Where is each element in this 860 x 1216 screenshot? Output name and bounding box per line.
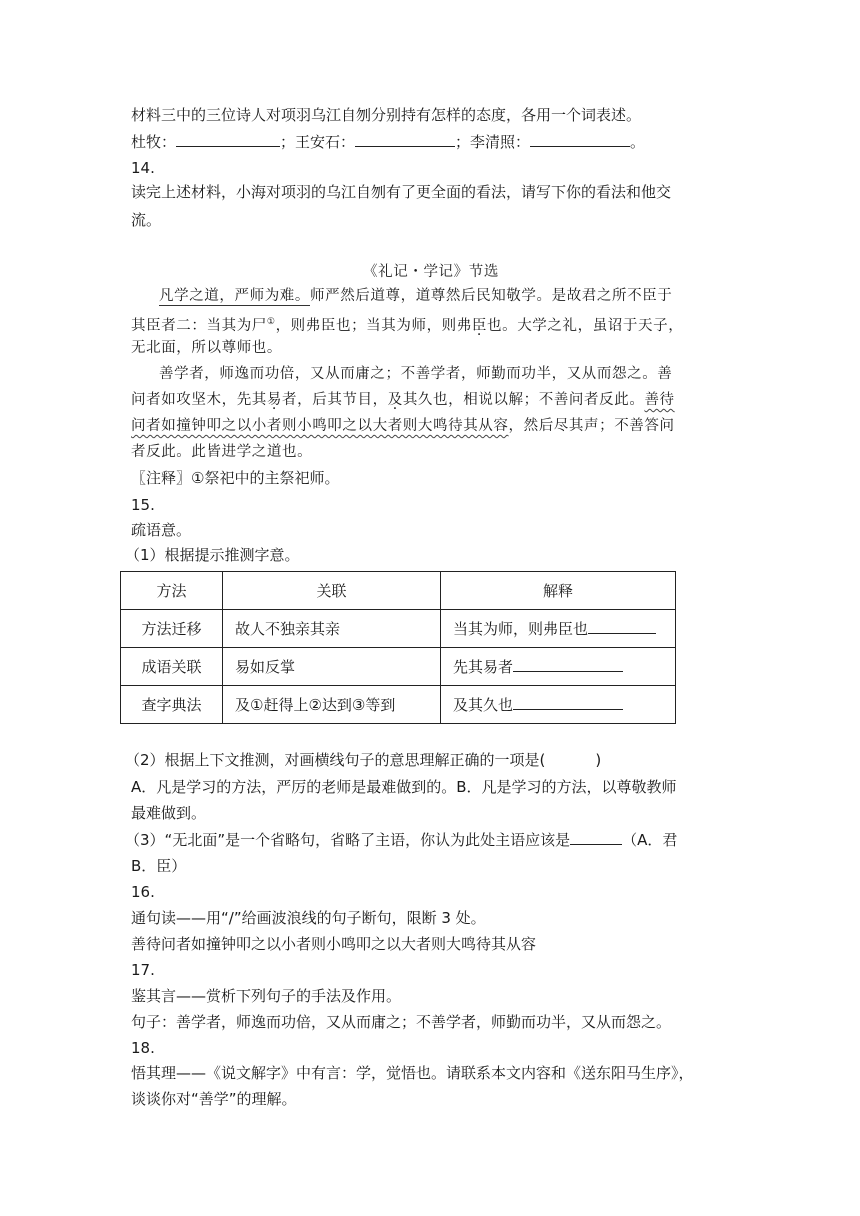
explain-text: 先其易者 (453, 658, 514, 676)
q13-prompt: 材料三中的三位诗人对项羽乌江自刎分别持有怎样的态度，各用一个词表述。 (131, 106, 642, 124)
explain-text: 及其久也 (453, 696, 514, 714)
q15-sub2 (125, 750, 601, 770)
q16-prompt: 通句读——用“/”给画波浪线的句子断句，限断 3 处。 (131, 909, 486, 927)
poet3-label: ；李清照： (455, 133, 531, 151)
passage-title: 《礼记・学记》节选 (363, 264, 499, 280)
p2-text: ，然后尽其声；不善答问 (508, 418, 675, 434)
answer-blank-ji[interactable] (513, 695, 623, 710)
sub3-text: （3）“无北面”是一个省略句，省略了主语，你认为此处主语应该是 (125, 831, 571, 849)
q18-line2: 谈谈你对“善学”的理解。 (131, 1090, 297, 1108)
p1-text: 也。大学之礼，虽诏于天子， (487, 317, 684, 334)
note-mark: ① (266, 317, 276, 327)
q15-intro: 疏语意。 (131, 521, 192, 539)
passage-p1-line2 (131, 312, 683, 336)
p2-text: 者，后其节目， (282, 392, 388, 408)
cell-method: 方法迁移 (121, 610, 223, 648)
q18-number: 18. (131, 1039, 155, 1057)
wavy-sentence: 问者如撞钟叩之以小者则小鸣叩之以大者则大鸣待其从容 (131, 418, 509, 434)
q18-line1: 悟其理——《说文解字》中有言：学，觉悟也。请联系本文内容和《送东阳马生序》， (131, 1064, 694, 1082)
p1-text: ，则弗臣也；当其为师，则弗 (275, 317, 472, 334)
cell-explain (441, 648, 676, 686)
answer-blank-subject[interactable] (570, 830, 622, 845)
cell-explain (441, 686, 676, 724)
answer-blank-yi[interactable] (513, 657, 623, 672)
q14-number: 14. (131, 159, 155, 177)
dotted-char-yi: 易 (266, 392, 283, 408)
cell-method: 查字典法 (121, 686, 223, 724)
explain-text: 当其为师，则弗臣也 (453, 620, 589, 638)
table-header-row (121, 572, 676, 610)
p1-text: 其臣者二：当其为尸 (131, 317, 267, 334)
q15-sub3-line2: B．臣） (131, 857, 187, 875)
passage-p2-line1: 善学者，师逸而功倍，又从而庸之；不善学者，师勤而功半，又从而怨之。善 (159, 366, 673, 382)
cell-link: 易如反掌 (223, 648, 441, 686)
passage-p1-line1 (159, 286, 672, 306)
q14-line1: 读完上述材料，小海对项羽的乌江自刎有了更全面的看法，请写下你的看法和他交 (131, 183, 672, 201)
p2-text: 其久也，相说以解；不善问者反此。 (402, 392, 645, 408)
sub3-options: （A．君 (622, 831, 678, 849)
cell-method: 成语关联 (121, 648, 223, 686)
dotted-char-chen: 臣 (471, 317, 487, 334)
passage-note: 〖注释〗①祭祀中的主祭祀师。 (131, 469, 340, 487)
q17-sentence: 句子：善学者，师逸而功倍，又从而庸之；不善学者，师勤而功半，又从而怨之。 (131, 1013, 672, 1031)
q16-number: 16. (131, 883, 155, 901)
q16-sentence: 善待问者如撞钟叩之以小者则小鸣叩之以大者则大鸣待其从容 (131, 935, 537, 953)
end-punct: 。 (630, 133, 646, 151)
cell-link: 及①赶得上②达到③等到 (223, 686, 441, 724)
header-explain: 解释 (441, 572, 676, 610)
answer-blank-dumu[interactable] (176, 132, 280, 147)
poet2-label: ；王安石： (280, 133, 356, 151)
wavy-sentence-start: 善待 (644, 392, 675, 408)
answer-blank-liqingzhao[interactable] (530, 132, 630, 147)
answer-blank-wanganshi[interactable] (355, 132, 455, 147)
p1-text: 师严然后道尊，道尊然后民知敬学。是故君之所不臣于 (310, 288, 673, 304)
passage-p2-line4: 者反此。此皆进学之道也。 (131, 444, 313, 460)
poet1-label: 杜牧： (131, 133, 177, 151)
q15-sub1: （1）根据提示推测字意。 (125, 546, 300, 564)
inference-table (120, 571, 676, 724)
table-row (121, 648, 676, 686)
sub2-text: （2）根据上下文推测，对画横线句子的意思理解正确的一项是( (125, 751, 546, 769)
q15-options-line1: A．凡是学习的方法，严厉的老师是最难做到的。B．凡是学习的方法，以尊敬教师 (131, 778, 677, 796)
q14-line2: 流。 (131, 211, 162, 229)
cell-explain (441, 610, 676, 648)
passage-p1-line3: 无北面，所以尊师也。 (131, 340, 282, 356)
passage-p2-line2 (131, 390, 675, 410)
header-link: 关联 (223, 572, 441, 610)
q15-number: 15. (131, 496, 155, 514)
q13-answer-line (131, 132, 645, 152)
cell-link: 故人不独亲其亲 (223, 610, 441, 648)
header-method: 方法 (121, 572, 223, 610)
q17-number: 17. (131, 961, 155, 979)
table-row (121, 610, 676, 648)
q15-sub3 (125, 830, 677, 850)
sub2-close: ) (595, 751, 602, 769)
underlined-sentence: 凡学之道，严师为难。 (159, 288, 310, 304)
answer-blank-chen[interactable] (588, 619, 656, 634)
table-row (121, 686, 676, 724)
dotted-char-ji: 及 (387, 392, 403, 408)
q17-prompt: 鉴其言——赏析下列句子的手法及作用。 (131, 987, 402, 1005)
q15-options-line2: 最难做到。 (131, 804, 207, 822)
p2-text: 问者如攻坚木，先其 (131, 392, 267, 408)
passage-p2-line3 (131, 416, 675, 436)
